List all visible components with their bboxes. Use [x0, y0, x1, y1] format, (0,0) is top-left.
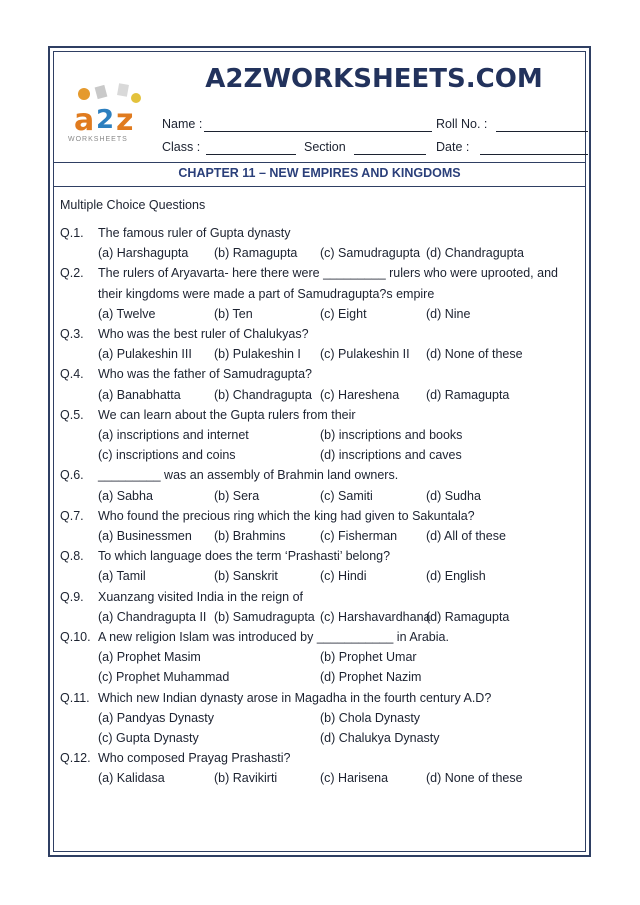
question-number: Q.10.: [60, 630, 91, 644]
answer-option[interactable]: (a) Banabhatta: [98, 387, 181, 402]
question-text: To which language does the term ‘Prashasti’ belong?: [98, 549, 391, 564]
answer-option[interactable]: (d) Chandragupta: [426, 246, 524, 261]
question-text: Who was the father of Samudragupta?: [98, 367, 313, 382]
class-label: Class :: [162, 140, 201, 154]
answer-option[interactable]: (b) Ravikirti: [214, 771, 278, 786]
answer-option[interactable]: (c) Harisena: [320, 771, 389, 786]
answer-option[interactable]: (c) Hindi: [320, 569, 367, 584]
answer-option[interactable]: (b) Chandragupta: [214, 387, 312, 402]
answer-option[interactable]: (b) Prophet Umar: [320, 650, 417, 665]
question-text: Which new Indian dynasty arose in Magadha in the fourth century A.D?: [98, 690, 492, 705]
question-text: The famous ruler of Gupta dynasty: [98, 226, 291, 240]
chapter-title: CHAPTER 11 – NEW EMPIRES AND KINGDOMS: [178, 166, 461, 180]
answer-option[interactable]: (d) Ramagupta: [426, 609, 510, 624]
question-text: Who found the precious ring which the king had given to Sakuntala?: [98, 508, 475, 523]
section-title: Multiple Choice Questions: [60, 198, 206, 212]
logo-caption: WORKSHEETS: [68, 136, 128, 143]
question-number: Q.11.: [60, 690, 90, 705]
roll-field-line[interactable]: [496, 131, 588, 132]
section-field-line[interactable]: [354, 154, 426, 155]
question-number: Q.9.: [60, 589, 84, 604]
question-text: A new religion Islam was introduced by ___________ in Arabia.: [98, 630, 449, 644]
answer-option[interactable]: (b) Samudragupta: [214, 609, 315, 624]
question-text: their kingdoms were made a part of Samudragupta?s empire: [98, 286, 435, 301]
answer-option[interactable]: (a) Kalidasa: [98, 771, 165, 786]
question-number: Q.2.: [60, 266, 84, 281]
answer-option[interactable]: (a) Prophet Masim: [98, 650, 201, 665]
class-field-line[interactable]: [206, 154, 296, 155]
question-text: We can learn about the Gupta rulers from their: [98, 407, 356, 422]
answer-option[interactable]: (d) Ramagupta: [426, 387, 510, 402]
question-text: Who was the best ruler of Chalukyas?: [98, 327, 309, 341]
answer-option[interactable]: (c) Harshavardhana: [320, 609, 431, 624]
answer-option[interactable]: (c) Prophet Muhammad: [98, 670, 230, 685]
question-text: The rulers of Aryavarta- here there were _________ rulers who were uprooted, and: [98, 266, 558, 281]
question-text: Xuanzang visited India in the reign of: [98, 589, 303, 604]
roll-label: Roll No. :: [436, 117, 488, 131]
answer-option[interactable]: (c) Samiti: [320, 488, 373, 503]
question-number: Q.4.: [60, 367, 84, 382]
answer-option[interactable]: (b) Chola Dynasty: [320, 710, 421, 725]
answer-option[interactable]: (a) inscriptions and internet: [98, 428, 249, 442]
answer-option[interactable]: (c) Pulakeshin II: [320, 347, 410, 362]
answer-option[interactable]: (d) Nine: [426, 306, 471, 321]
answer-option[interactable]: (c) Hareshena: [320, 387, 400, 402]
svg-text:a: a: [74, 103, 95, 138]
question-number: Q.1.: [60, 226, 84, 240]
answer-option[interactable]: (d) inscriptions and caves: [320, 448, 462, 463]
answer-option[interactable]: (a) Tamil: [98, 569, 146, 584]
worksheet-inner-border: [53, 51, 586, 852]
question-number: Q.5.: [60, 407, 84, 422]
name-label: Name :: [162, 117, 203, 131]
answer-option[interactable]: (b) Ten: [214, 306, 253, 321]
answer-option[interactable]: (a) Pulakeshin III: [98, 347, 192, 362]
answer-option[interactable]: (b) Ramagupta: [214, 246, 298, 261]
answer-option[interactable]: (d) Prophet Nazim: [320, 670, 422, 685]
question-number: Q.7.: [60, 508, 84, 523]
worksheet-border: [48, 46, 591, 857]
worksheet-header: [54, 52, 585, 163]
answer-option[interactable]: (d) All of these: [426, 529, 506, 543]
answer-option[interactable]: (c) Eight: [320, 306, 367, 321]
answer-option[interactable]: (c) Gupta Dynasty: [98, 731, 199, 745]
question-text: _________ was an assembly of Brahmin land owners.: [98, 468, 399, 483]
answer-option[interactable]: (c) inscriptions and coins: [98, 448, 236, 463]
question-number: Q.8.: [60, 549, 84, 564]
question-number: Q.3.: [60, 327, 84, 341]
answer-option[interactable]: (a) Chandragupta II: [98, 609, 207, 624]
answer-option[interactable]: (b) Pulakeshin I: [214, 347, 301, 362]
date-field-line[interactable]: [480, 154, 588, 155]
answer-option[interactable]: (c) Fisherman: [320, 529, 398, 543]
answer-option[interactable]: (b) Sanskrit: [214, 569, 278, 584]
svg-text:2: 2: [96, 105, 115, 135]
answer-option[interactable]: (d) Sudha: [426, 488, 481, 503]
answer-option[interactable]: (a) Sabha: [98, 488, 153, 503]
date-label: Date :: [436, 140, 470, 154]
answer-option[interactable]: (a) Harshagupta: [98, 246, 189, 261]
answer-option[interactable]: (d) None of these: [426, 347, 523, 362]
answer-option[interactable]: (a) Pandyas Dynasty: [98, 710, 215, 725]
question-number: Q.6.: [60, 468, 84, 483]
question-text: Who composed Prayag Prashasti?: [98, 751, 291, 766]
question-number: Q.12.: [60, 751, 91, 766]
name-field-line[interactable]: [204, 131, 432, 132]
answer-option[interactable]: (d) Chalukya Dynasty: [320, 731, 440, 745]
answer-option[interactable]: (a) Businessmen: [98, 529, 192, 543]
answer-option[interactable]: (c) Samudragupta: [320, 246, 421, 261]
section-label: Section: [304, 140, 346, 154]
answer-option[interactable]: (b) inscriptions and books: [320, 428, 463, 442]
answer-option[interactable]: (b) Brahmins: [214, 529, 286, 543]
answer-option[interactable]: (b) Sera: [214, 488, 260, 503]
answer-option[interactable]: (a) Twelve: [98, 306, 156, 321]
answer-option[interactable]: (d) None of these: [426, 771, 523, 786]
svg-text:z: z: [116, 103, 134, 138]
site-title: A2ZWORKSHEETS.COM: [205, 64, 543, 94]
a2z-logo: [66, 80, 152, 142]
answer-option[interactable]: (d) English: [426, 569, 486, 584]
